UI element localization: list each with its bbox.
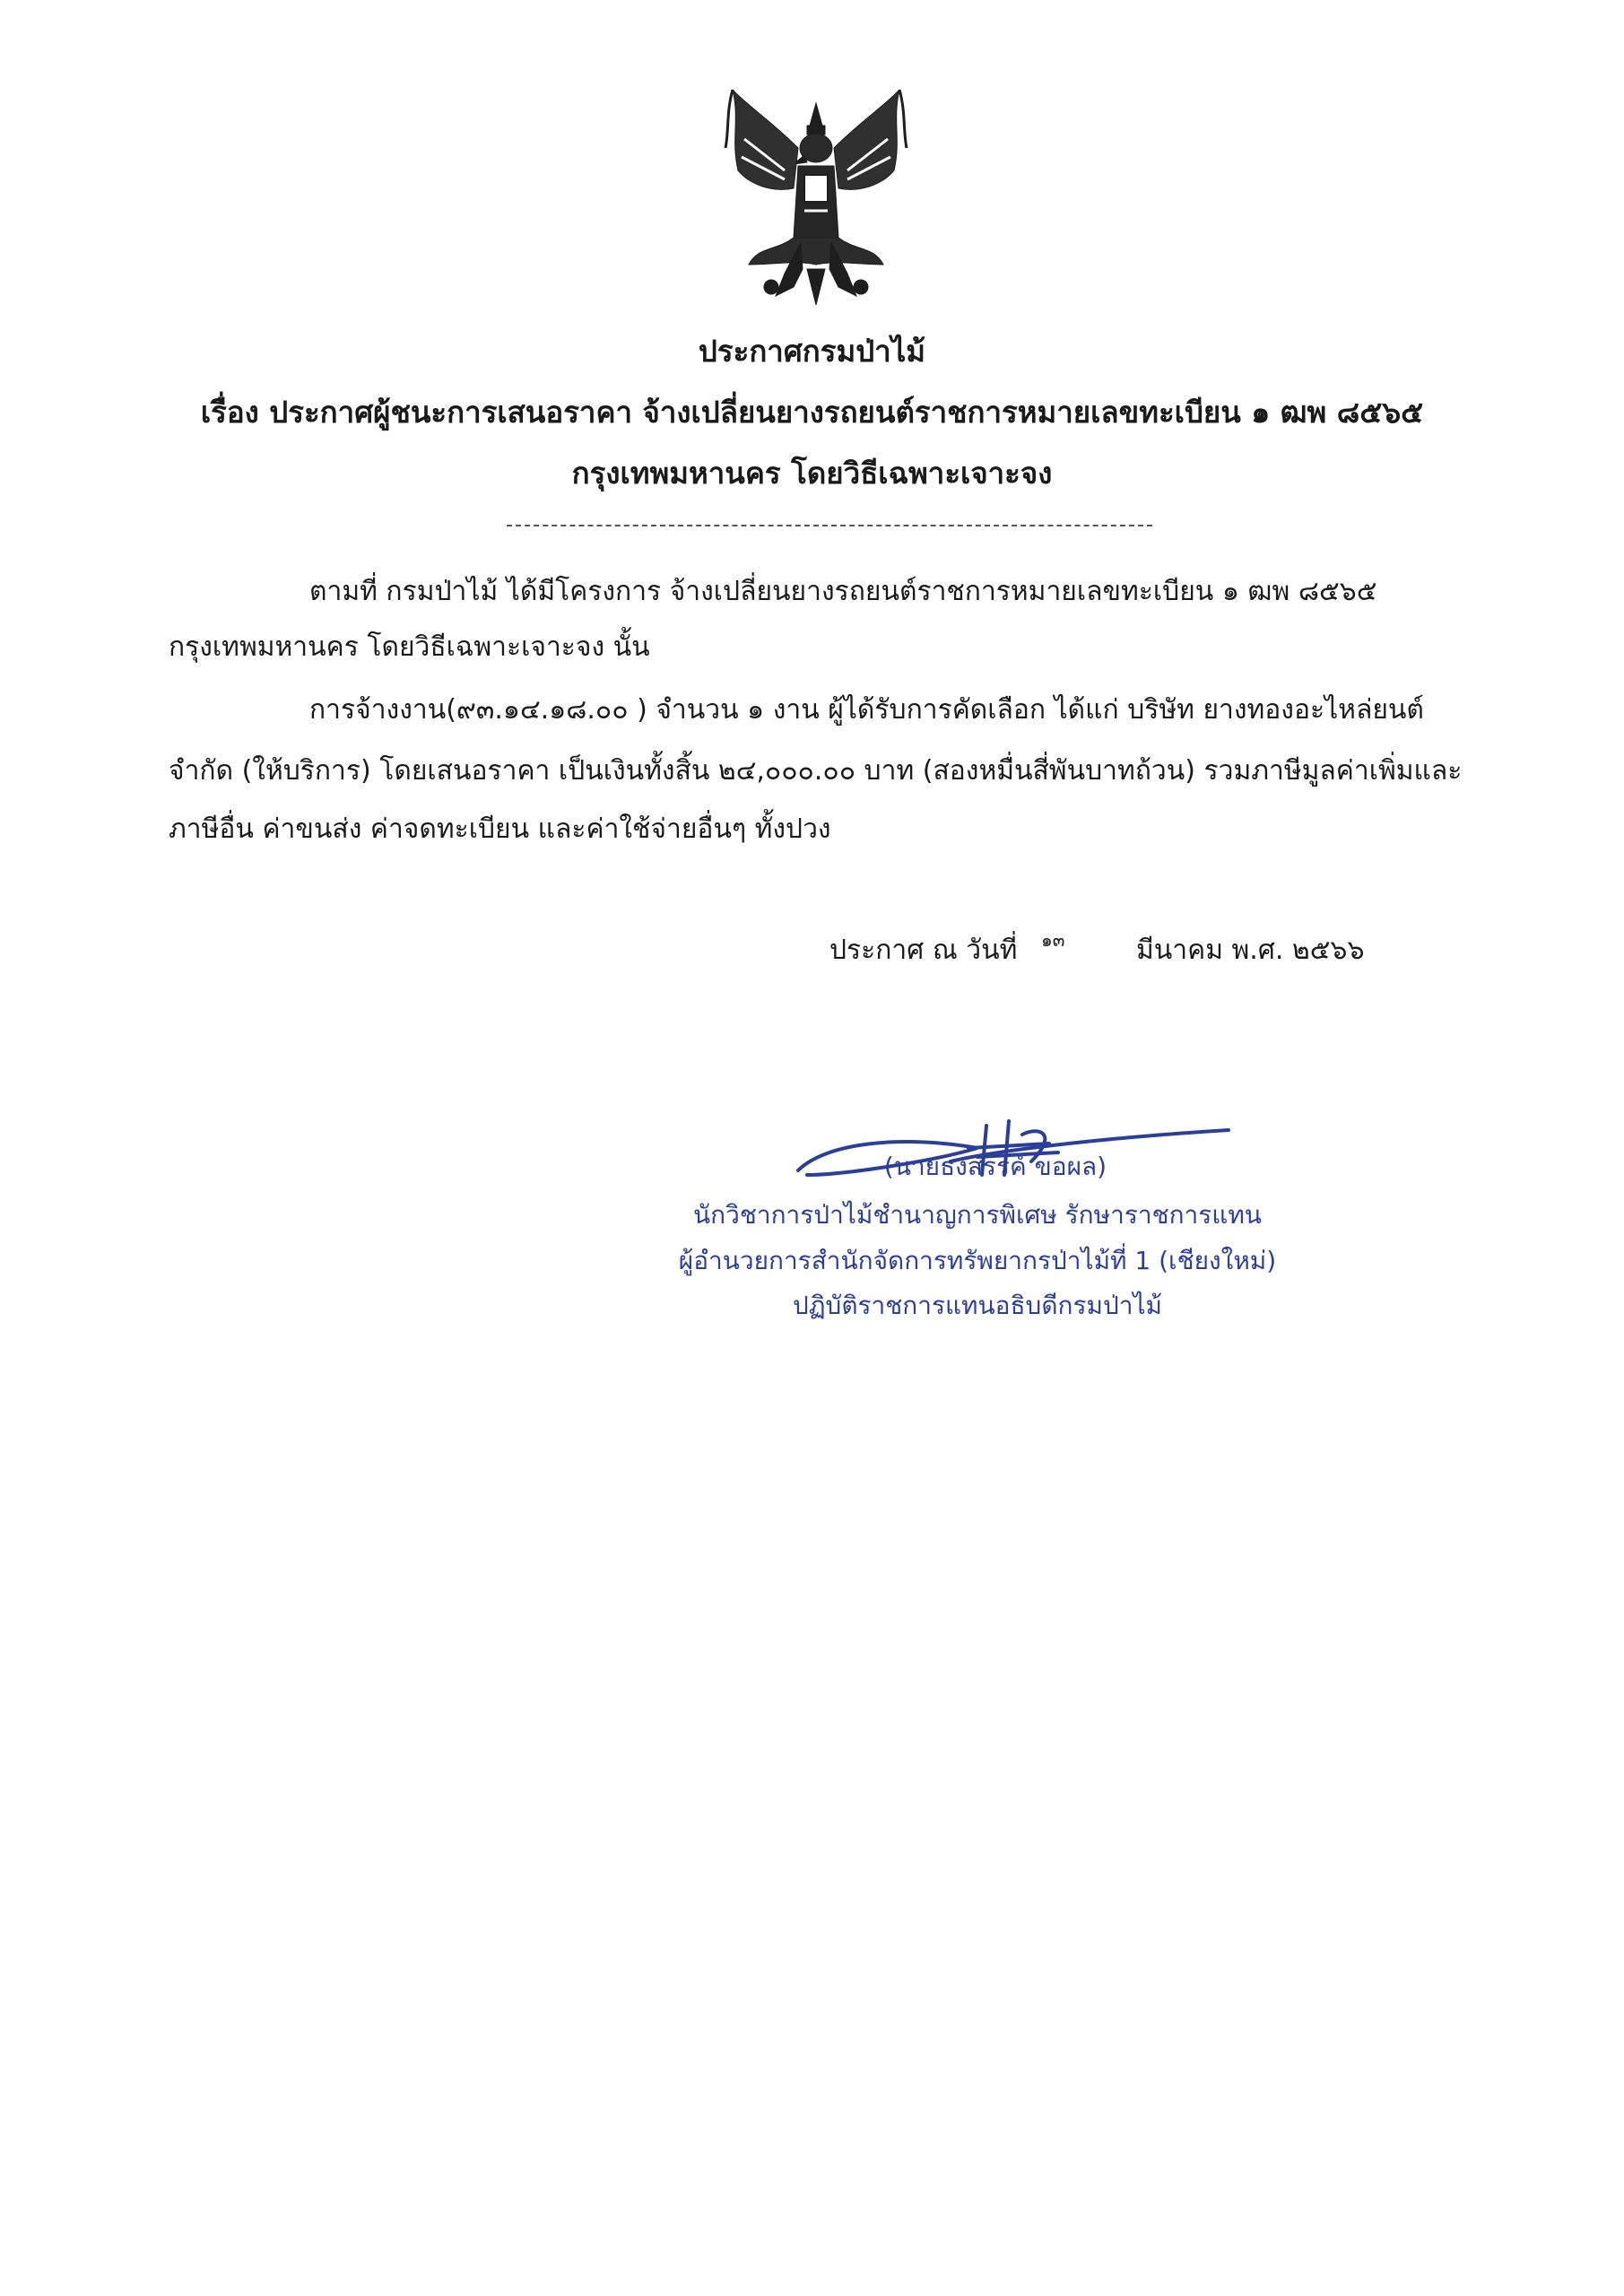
document-subject: เรื่อง ประกาศผู้ชนะการเสนอราคา จ้างเปลี่ยนยางรถยนต์ราชการหมายเลขทะเบียน ๑ ฒพ ๘๕๖๕ <box>200 395 1424 430</box>
signer-name: (นายธงสรรค์ ขอผล) <box>883 1152 1107 1181</box>
document-title: ประกาศกรมป่าไม้ <box>698 334 926 369</box>
garuda-emblem-icon <box>722 85 910 309</box>
paragraph-2-line-1: การจ้างงาน(๙๓.๑๔.๑๘.๐๐ ) จำนวน ๑ งาน ผู้ได้รับการคัดเลือก ได้แก่ บริษัท ยางทองอะไหล่ยนต์ <box>309 694 1424 726</box>
paragraph-2-line-3: ภาษีอื่น ค่าขนส่ง ค่าจดทะเบียน และค่าใช้จ่ายอื่นๆ ทั้งปวง <box>169 813 831 845</box>
document-subject-continued: กรุงเทพมหานคร โดยวิธีเฉพาะเจาะจง <box>571 456 1053 491</box>
heading-divider <box>507 525 1152 526</box>
date-day-stamp: ๑๓ <box>1041 929 1065 951</box>
paragraph-1-line-1: ตามที่ กรมป่าไม้ ได้มีโครงการ จ้างเปลี่ยนยางรถยนต์ราชการหมายเลขทะเบียน ๑ ฒพ ๘๕๖๕ <box>309 576 1377 607</box>
signer-title-3: ปฏิบัติราชการแทนอธิบดีกรมป่าไม้ <box>792 1291 1162 1320</box>
signer-title-1: นักวิชาการป่าไม้ชำนาญการพิเศษ รักษาราชการแทน <box>693 1200 1262 1230</box>
paragraph-1-line-2: กรุงเทพมหานคร โดยวิธีเฉพาะเจาะจง นั้น <box>169 631 650 663</box>
date-prefix: ประกาศ ณ วันที่ <box>829 935 1018 966</box>
announcement-date <box>829 933 1365 969</box>
paragraph-2-line-2: จำกัด (ให้บริการ) โดยเสนอราคา เป็นเงินทั้งสิ้น ๒๔,๐๐๐.๐๐ บาท (สองหมื่นสี่พันบาทถ้วน) รวมภาษีมูลค่าเพิ่มและ <box>169 755 1463 787</box>
date-suffix: มีนาคม พ.ศ. ๒๕๖๖ <box>1136 935 1365 966</box>
signer-title-2: ผู้อำนวยการสำนักจัดการทรัพยากรป่าไม้ที่ 1 (เชียงใหม่) <box>678 1246 1277 1275</box>
